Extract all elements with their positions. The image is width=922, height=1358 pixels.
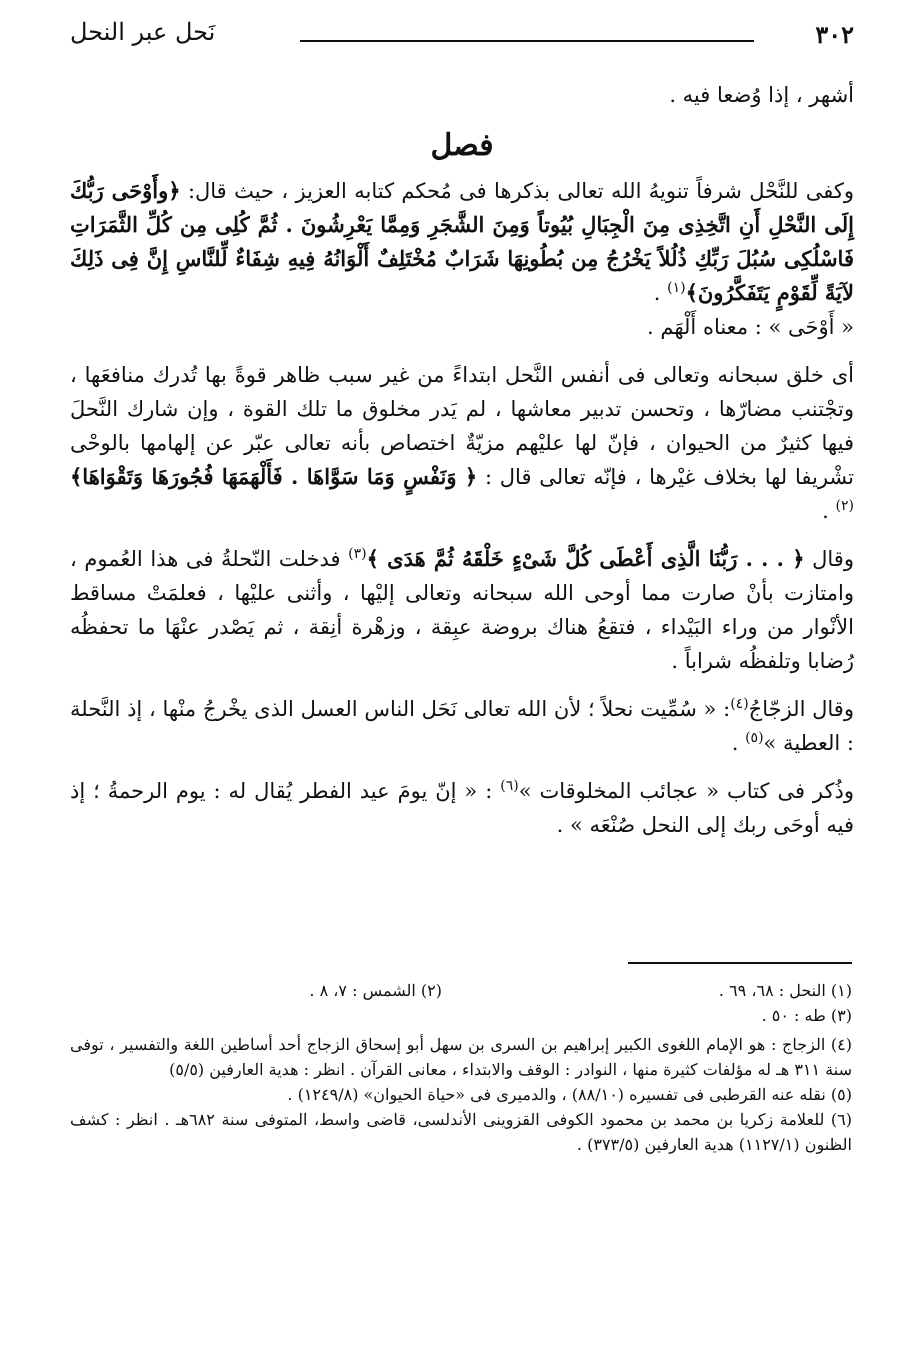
paragraph-5-end: . [731,731,746,755]
paragraph-4 [70,542,854,678]
paragraph-3-end: . [822,499,836,523]
footnote-ref-5: (٥) [745,730,764,746]
quran-verse-1: ﴿وأَوْحَى رَبُّكَ إِلَى النَّحْلِ أَنِ اتَّخِذِى مِنَ الْجِبَالِ بُيُوتاً وَمِنَ الشَّجَرِ وَمِمَّا يَعْرِشُونَ . ثُمَّ كُلِى مِن كُلِّ الثَّمَرَاتِ فَاسْلُكِى سُبُلَ رَبِّكِ ذُلُلاً يَخْرُجُ مِن بُطُونِهَا شَرَابٌ مُخْتَلِفٌ أَلْوَانُهُ فِيهِ شِفَاءٌ لِّلنَّاسِ إِنَّ فِى ذَلِكَ لآيَةً لِّقَوْمٍ يَتَفَكَّرُونَ﴾ [70,178,854,305]
quran-verse-3: ﴿ . . . رَبُّنَا الَّذِى أَعْطَى كُلَّ شَىْءٍ خَلْقَهُ ثُمَّ هَدَى ﴾ [366,546,805,571]
lead-line: أشهر ، إذا وُضعا فيه . [669,83,854,107]
footnote-row-1 [70,978,852,1003]
paragraph-2: « أَوْحَى » : معناه أَلْهَم . [647,315,854,339]
footnote-ref-3: (٣) [348,546,367,562]
footnote-ref-6: (٦) [500,778,519,794]
footnote-4: (٤) الزجاج : هو الإمام اللغوى الكبير إبراهيم بن السرى بن سهل أبو إسحاق الزجاج أحد أساطين اللغة والتفسير ، توفى سنة ٣١١ هـ له مؤلفات كثيرة منها ، النوادر : الوقف والابتداء ، معانى القرآن . انظر : هدية العارفين (٥/٥) [70,1035,852,1079]
footnote-ref-4: (٤) [730,696,749,712]
footnote-2: (٢) الشمس : ٧، ٨ . [309,981,442,1000]
paragraph-1-text: وكفى للنَّحْل شرفاً تنويهُ الله تعالى بذكرها فى مُحكم كتابه العزيز ، حيث قال: [187,179,854,203]
section-heading: فصل [430,128,494,163]
main-text [70,78,854,842]
footnote-1: (١) النحل : ٦٨، ٦٩ . [718,981,852,1000]
paragraph-6-pre: وذُكر فى كتاب « عجائب المخلوقات » [518,779,855,803]
quran-verse-2: ﴿ وَنَفْسٍ وَمَا سَوَّاهَا . فَأَلْهَمَهَا فُجُورَهَا وَتَقْوَاهَا﴾ [70,464,478,489]
paragraph-6-text: : « إنّ يومَ عيد الفطر يُقال له : يوم الرحمةُ ؛ إذ فيه أوحَى ربك إلى النحل صُنْعَه » . [70,779,854,837]
paragraph-5-pre: وقال الزجّاجُ [748,697,854,721]
paragraph-6 [70,774,854,842]
paragraph-3 [70,358,854,528]
paragraph-4-pre: وقال [804,547,854,571]
paragraph-3-text: أى خلق سبحانه وتعالى فى أنفس النَّحل ابتداءً من غير سبب ظاهر قوةً بها تُدرك منافعَها ، وتجْتنب مضارّها ، وتحسن تدبير معاشها ، لم يَدر مخلوق ما تلك القوة ، وإن شارك النَّحلَ فيها كثيرٌ من الحيوان ، فإنّ لها عليْهم مزيّةٌ اختصاص بأنه تعالى عبّر عن إلهامها بالوحْى تشْريفا لها بخلاف غيْرها ، فإنّه تعالى قال : [70,363,854,489]
page-number: ٣٠٢ [815,20,854,49]
paragraph-4-text: فدخلت النّحلةُ فى هذا العُموم ، وامتازت بأنْ صارت مما أوحى الله سبحانه وتعالى إليْها ، وأثنى عليْها ، فعلمَتْ مساقط الأنْوار من وراء البَيْداء ، فتقعُ هناك بروضة عبِقة ، وزهْرة أنِقة ، ثم يَصْدر عنْهَا ما تحفظُه رُضابا وتلفظُه شراباً . [70,547,854,673]
footnote-5: (٥) نقله عنه القرطبى فى تفسيره (٨٨/١٠) ، والدميرى فى «حياة الحيوان» (١٢٤٩/٨) . [287,1085,852,1104]
header-rule [300,40,754,42]
footnote-ref-1: (١) [667,280,686,296]
paragraph-5 [70,692,854,760]
footnote-rule [628,962,852,964]
paragraph-1-end: . [653,281,668,305]
footnote-3: (٣) طه : ٥٠ . [761,1006,852,1025]
footnotes [70,978,852,1157]
running-header [70,14,854,54]
paragraph-5-text: : « سُمِّيت نحلاً ؛ لأن الله تعالى نَحَل الناس العسل الذى يخْرجُ منْها ، إذ النَّحلة : العطية » [70,697,854,755]
footnote-ref-2: (٢) [835,498,854,514]
paragraph-1 [70,174,854,310]
footnote-6: (٦) للعلامة زكريا بن محمد بن محمود الكوفى القزوينى الأندلسى، قاضى واسط، المتوفى سنة ٦٨٢هـ . انظر : كشف الظنون (١١٢٧/١) هدية العارفين (٣٧٣/٥) . [70,1110,853,1154]
running-title: نَحل عبر النحل [70,18,216,46]
